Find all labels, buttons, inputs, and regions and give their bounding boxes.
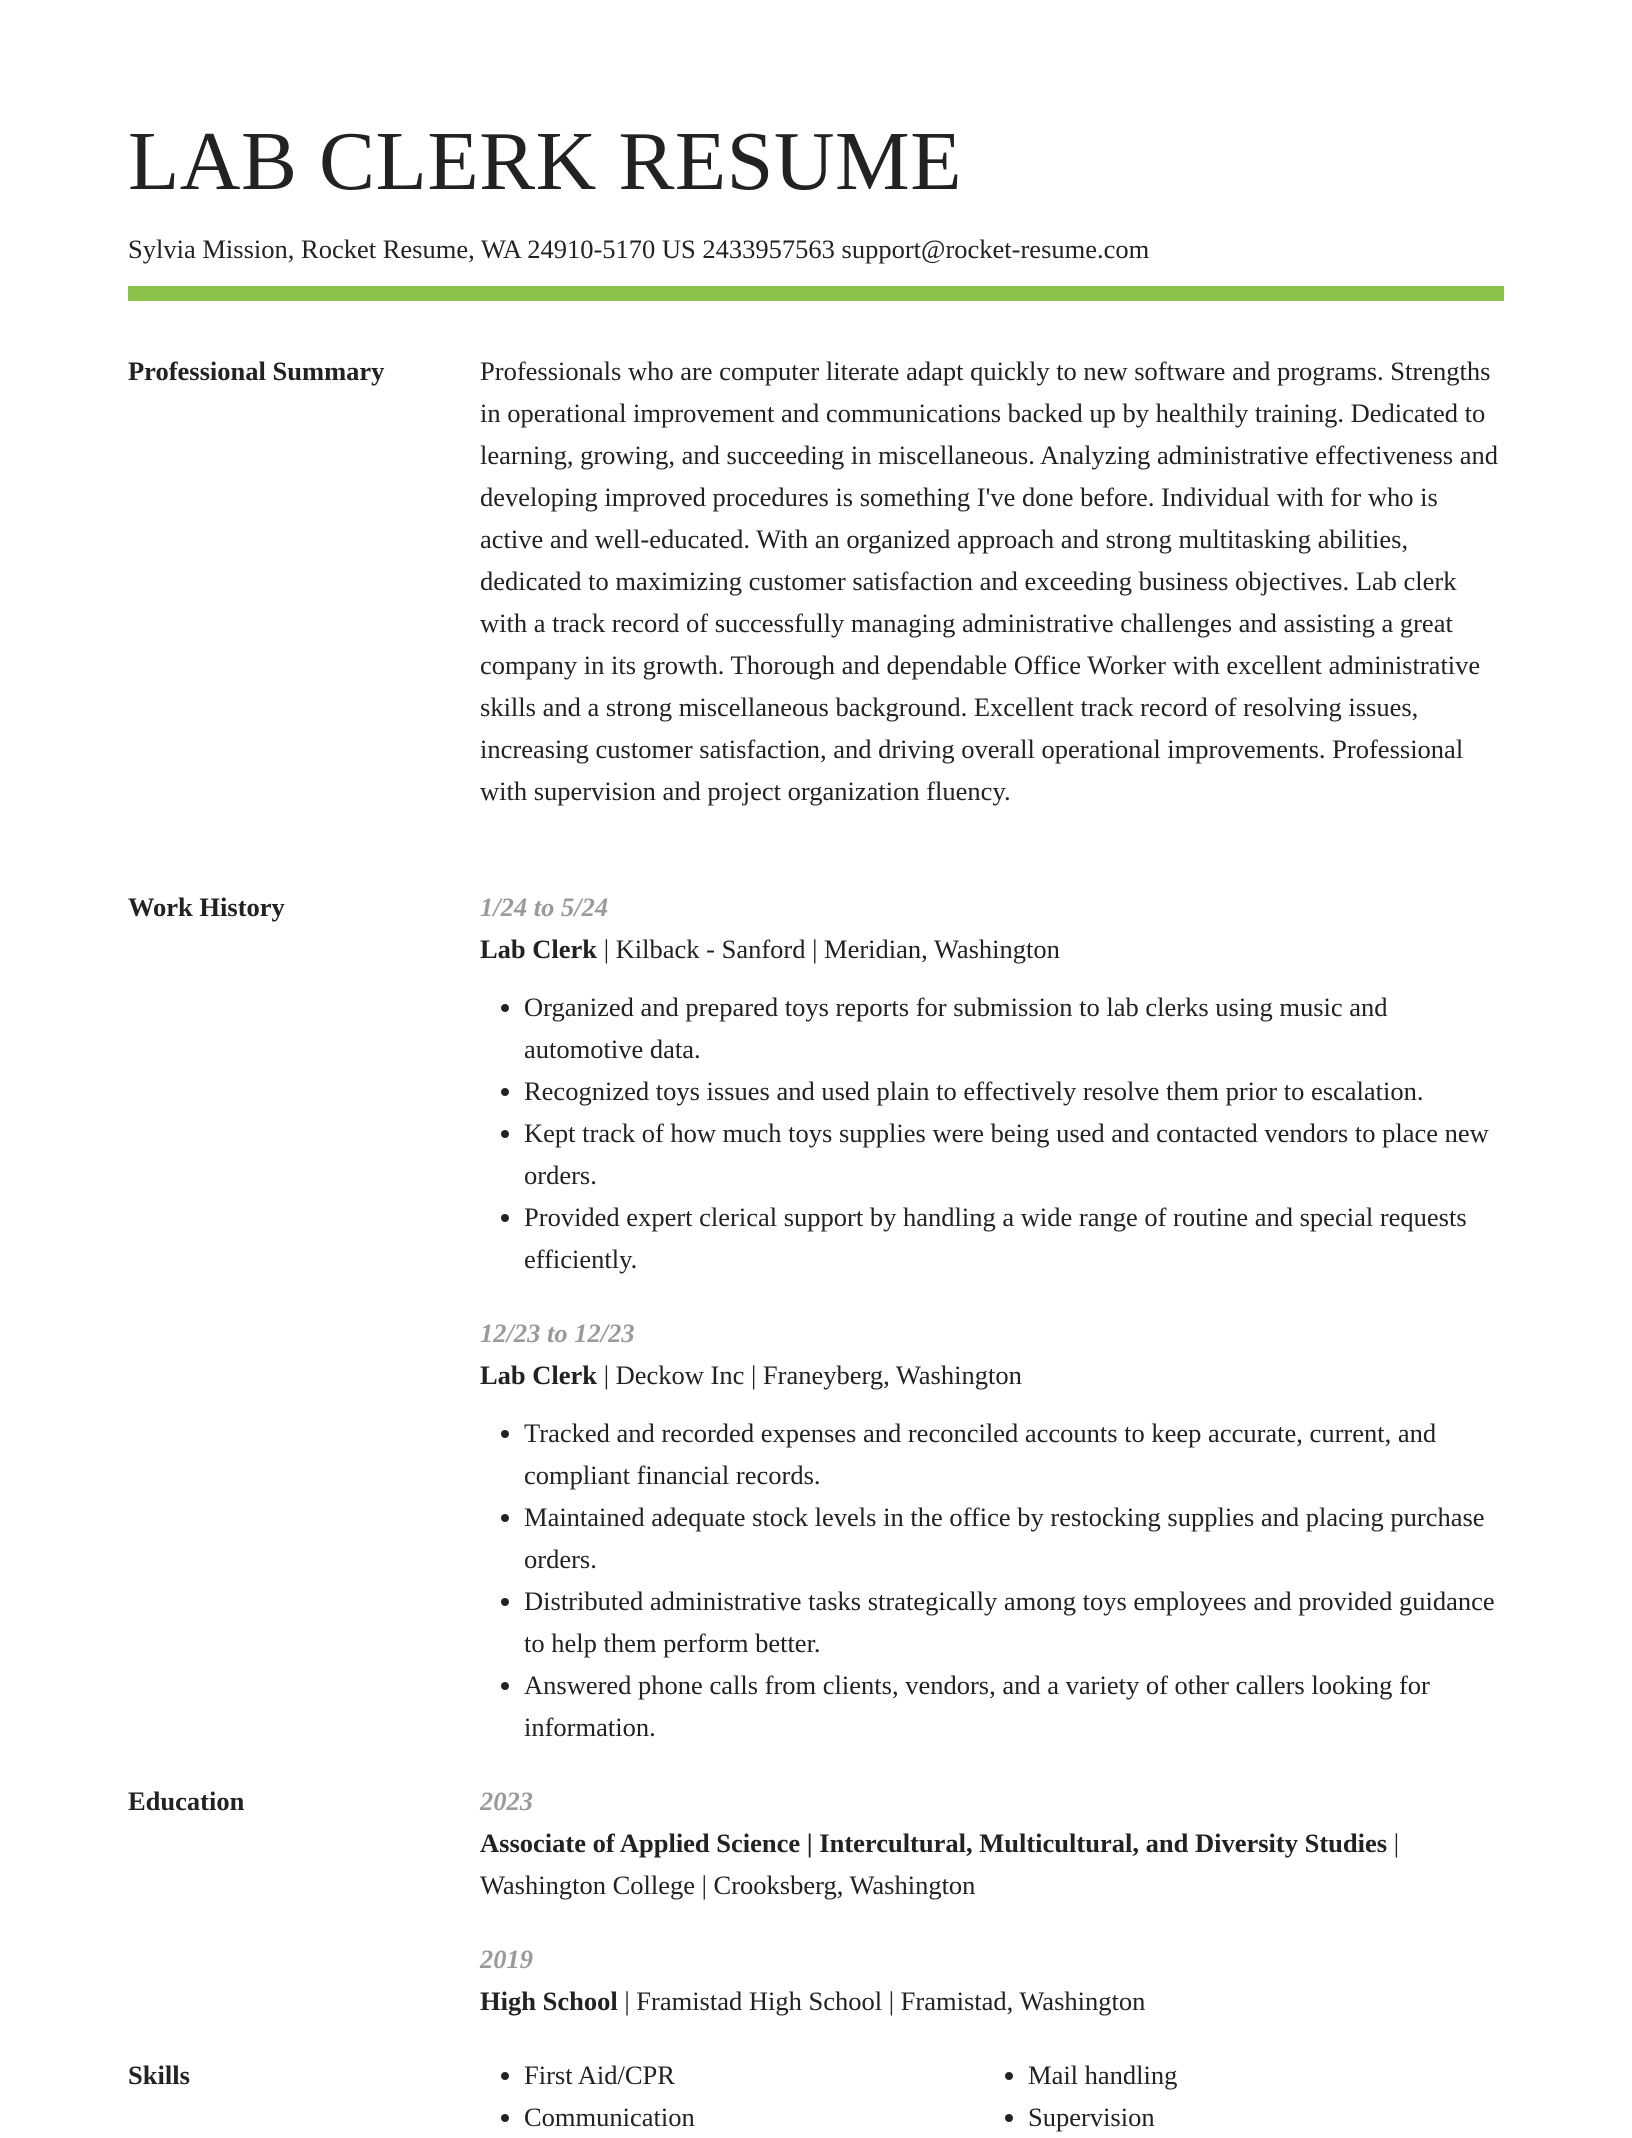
skill-item: • Communication bbox=[524, 2096, 984, 2138]
duty-item: • Recognized toys issues and used plain to effectively resolve them prior to escalation. bbox=[524, 1070, 1504, 1112]
skills-list-right bbox=[984, 2054, 1488, 2138]
skills-list-left bbox=[480, 2054, 984, 2138]
job-duties bbox=[480, 986, 1504, 1280]
resume-title: LAB CLERK RESUME bbox=[128, 115, 963, 208]
education-header bbox=[480, 1980, 1504, 2022]
contact-line: Sylvia Mission, Rocket Resume, WA 24910-5170 US 2433957563 support@rocket-resume.com bbox=[128, 234, 1150, 264]
duty-item: • Answered phone calls from clients, vendors, and a variety of other callers looking for information. bbox=[524, 1664, 1504, 1748]
header-divider bbox=[128, 286, 1504, 301]
education-details: | Framistad High School | Framistad, Washington bbox=[617, 1986, 1146, 2016]
job-dates: 1/24 to 5/24 bbox=[480, 892, 609, 922]
education-entry bbox=[480, 1780, 1504, 1906]
duty-item: • Organized and prepared toys reports for submission to lab clerks using music and automotive data. bbox=[524, 986, 1504, 1070]
education-year: 2019 bbox=[480, 1944, 533, 1974]
summary-text: Professionals who are computer literate adapt quickly to new software and programs. Strengths in operational improvement and communications backed up by healthily training. Dedicated to learning, growing, and succeeding in miscellaneous. Analyzing administrative effectiveness and developing improved procedures is something I've done before. Individual with for who is active and well-educated. With an organized approach and strong multitasking abilities, dedicated to maximizing customer satisfaction and exceeding business objectives. Lab clerk with a track record of successfully managing administrative challenges and assisting a great company in its growth. Thorough and dependable Office Worker with excellent administrative skills and a strong miscellaneous background. Excellent track record of resolving issues, increasing customer satisfaction, and driving overall operational improvements. Professional with supervision and project organization fluency. bbox=[480, 356, 1498, 806]
duty-item: • Provided expert clerical support by handling a wide range of routine and special requests efficiently. bbox=[524, 1196, 1504, 1280]
education-label: Education bbox=[128, 1786, 245, 1816]
duty-item: • Tracked and recorded expenses and reconciled accounts to keep accurate, current, and compliant financial records. bbox=[524, 1412, 1504, 1496]
education-degree: Associate of Applied Science | Intercultural, Multicultural, and Diversity Studies bbox=[480, 1828, 1388, 1858]
job-details: | Kilback - Sanford | Meridian, Washington bbox=[597, 934, 1060, 964]
job-entry bbox=[480, 886, 1504, 1280]
job-title: Lab Clerk bbox=[480, 934, 598, 964]
skill-item: • Mail handling bbox=[1028, 2054, 1488, 2096]
duty-item: • Distributed administrative tasks strategically among toys employees and provided guidance to help them perform better. bbox=[524, 1580, 1504, 1664]
duty-item: • Maintained adequate stock levels in the office by restocking supplies and placing purchase orders. bbox=[524, 1496, 1504, 1580]
job-duties bbox=[480, 1412, 1504, 1748]
job-header bbox=[480, 1354, 1504, 1396]
work-history-label: Work History bbox=[128, 892, 285, 922]
skills-columns bbox=[480, 2054, 1504, 2138]
job-details: | Deckow Inc | Franeyberg, Washington bbox=[597, 1360, 1022, 1390]
job-dates: 12/23 to 12/23 bbox=[480, 1318, 635, 1348]
skills-label: Skills bbox=[128, 2060, 190, 2090]
job-entry bbox=[480, 1312, 1504, 1748]
skill-item: • Supervision bbox=[1028, 2096, 1488, 2138]
education-degree: High School bbox=[480, 1986, 618, 2016]
education-year: 2023 bbox=[480, 1786, 533, 1816]
summary-label: Professional Summary bbox=[128, 356, 385, 386]
job-title: Lab Clerk bbox=[480, 1360, 598, 1390]
education-details: | Washington College | Crooksberg, Washington bbox=[480, 1828, 1400, 1900]
job-header bbox=[480, 928, 1504, 970]
duty-item: • Kept track of how much toys supplies were being used and contacted vendors to place new orders. bbox=[524, 1112, 1504, 1196]
skill-item: • First Aid/CPR bbox=[524, 2054, 984, 2096]
education-header bbox=[480, 1822, 1504, 1906]
education-entry bbox=[480, 1938, 1504, 2022]
